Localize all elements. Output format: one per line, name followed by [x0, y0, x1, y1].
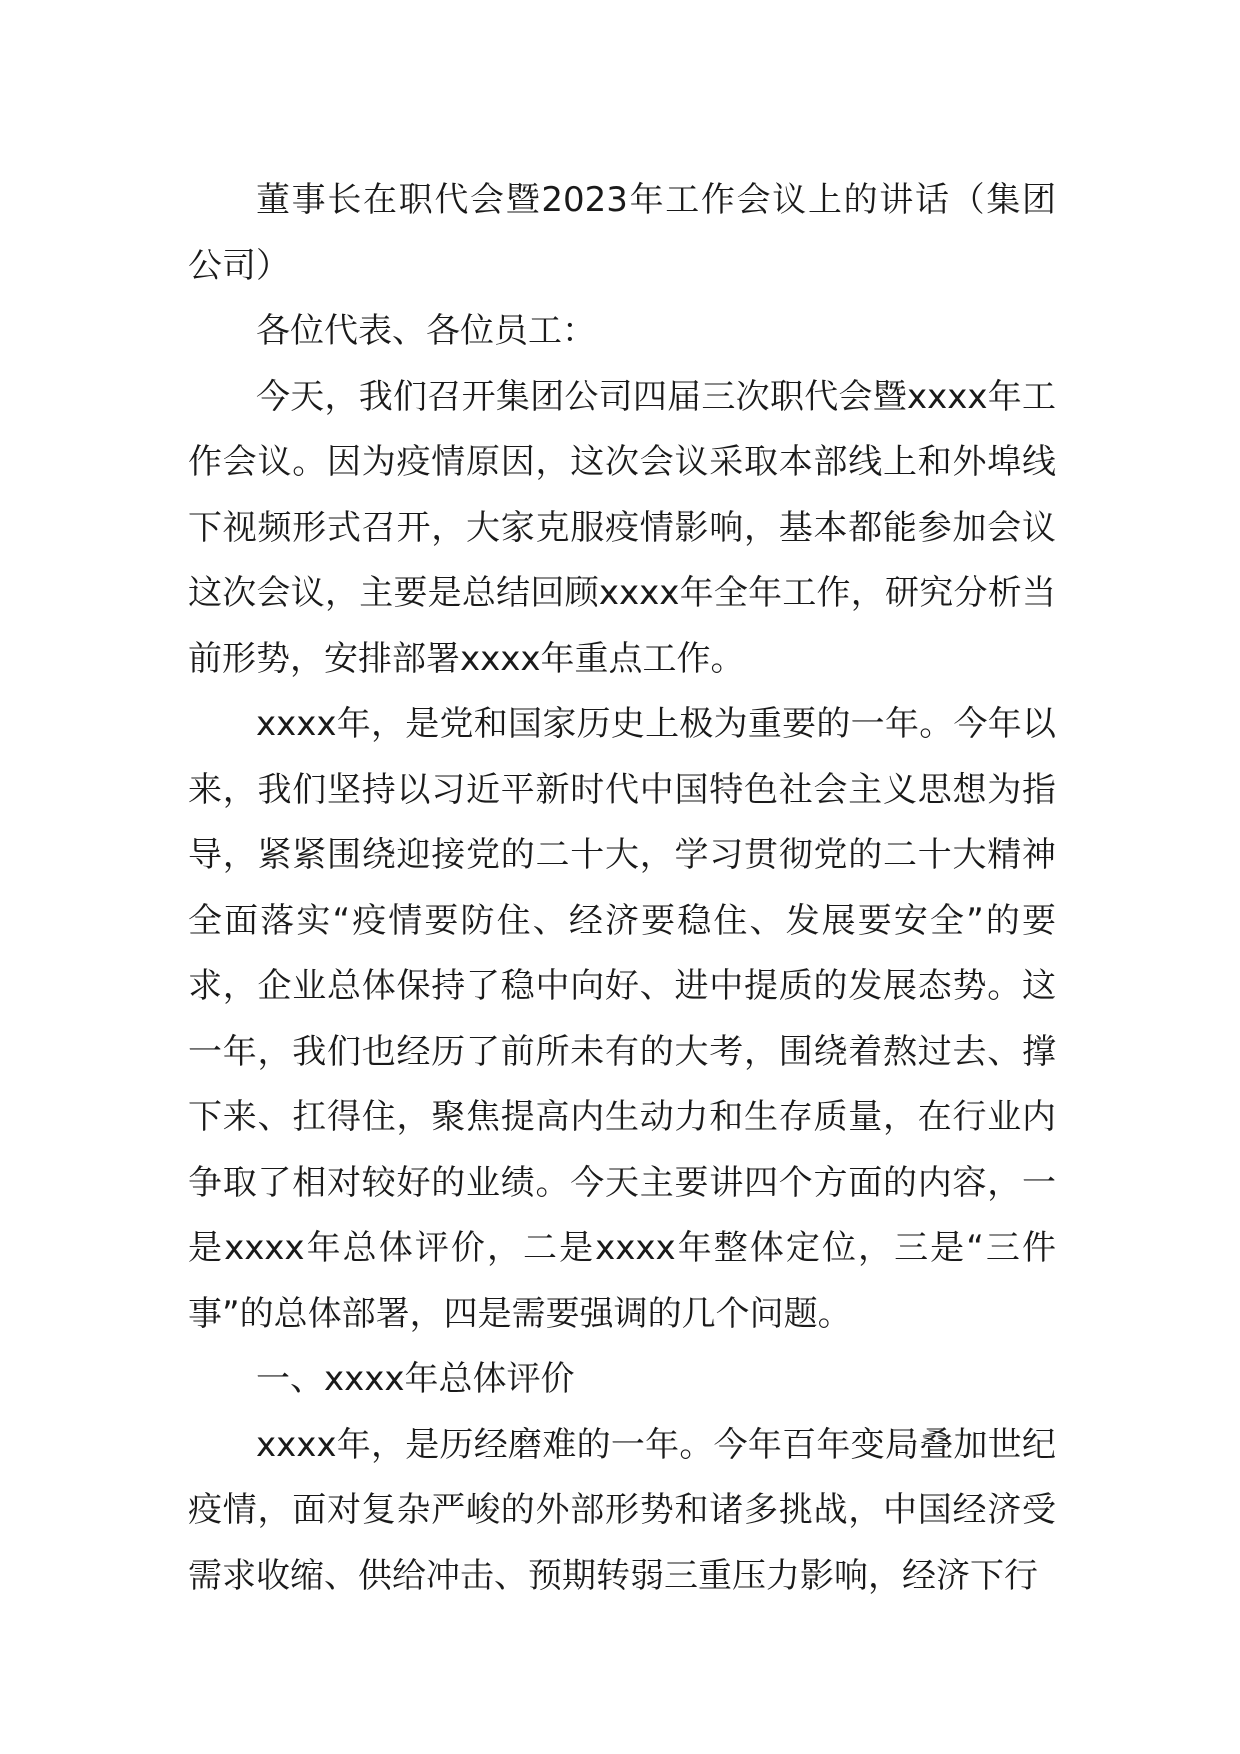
document-title: 董事长在职代会暨2023年工作会议上的讲话（集团公司）	[188, 180, 1056, 286]
document-body	[188, 168, 1056, 1609]
body-paragraph-2: xxxx年，是党和国家历史上极为重要的一年。今年以来，我们坚持以习近平新时代中国特色社会主义思想为指导，紧紧围绕迎接党的二十大，学习贯彻党的二十大精神全面落实“疫情要防住、经济要稳住、发展要安全”的要求，企业总体保持了稳中向好、进中提质的发展态势。这一年，我们也经历了前所未有的大考，围绕着熬过去、撑下来、扛得住，聚焦提高内生动力和生存质量，在行业内争取了相对较好的业绩。今天主要讲四个方面的内容，一是xxxx年总体评价，二是xxxx年整体定位，三是“三件事”的总体部署，四是需要强调的几个问题。	[188, 704, 1056, 1334]
section-paragraph: xxxx年，是历经磨难的一年。今年百年变局叠加世纪疫情，面对复杂严峻的外部形势和诸多挑战，中国经济受需求收缩、供给冲击、预期转弱三重压力影响，经济下行	[188, 1424, 1056, 1596]
section-heading: 一、xxxx年总体评价	[256, 1359, 575, 1399]
salutation: 各位代表、各位员工：	[256, 311, 596, 351]
body-paragraph-1: 今天，我们召开集团公司四届三次职代会暨xxxx年工作会议。因为疫情原因，这次会议采取本部线上和外埠线下视频形式召开，大家克服疫情影响，基本都能参加会议这次会议，主要是总结回顾xxxx年全年工作，研究分析当前形势，安排部署xxxx年重点工作。	[188, 376, 1056, 679]
